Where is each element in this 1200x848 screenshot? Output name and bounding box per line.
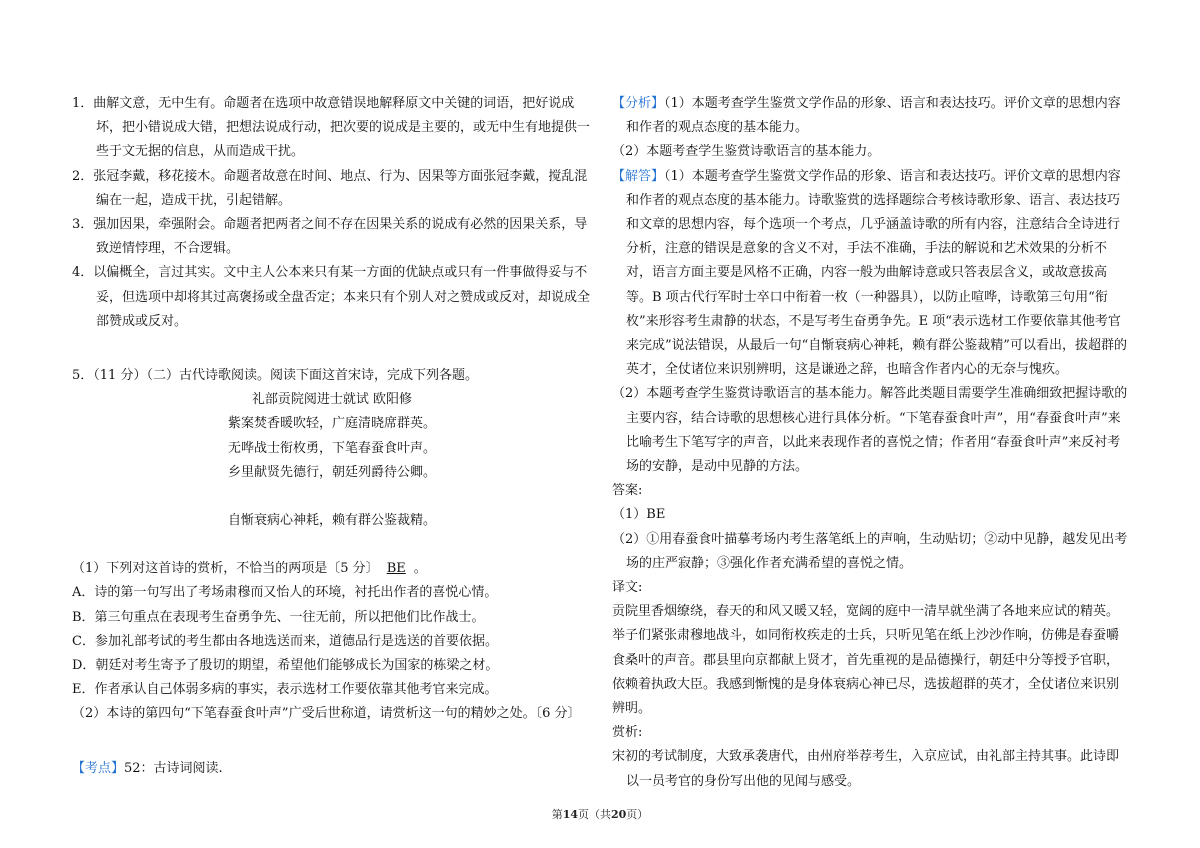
poem-line: 无哗战士衔枚勇，下笔春蚕食叶声。 xyxy=(227,440,436,456)
poem-line: 乡里献贤先德行，朝廷列爵待公卿。 xyxy=(227,464,436,480)
poem-title: 礼部贡院阅进士就试 欧阳修 xyxy=(251,392,413,408)
tip-1: 1．曲解文意，无中生有。命题者在选项中故意错误地解释原文中关键的词语，把好说成坏，把小错说成大错，把想法说成行动，把次要的说成是主要的，或无中生有地提供一些于文无据的信息，从而造成干扰。 xyxy=(72,96,591,160)
tip-2: 2．张冠李戴，移花接木。命题者故意在时间、地点、行为、因果等方面张冠李戴，搅乱混编在一起，造成干扰，引起错解。 xyxy=(72,168,588,208)
question-1-answer: BE xyxy=(386,561,406,577)
jieda-1-text: （1）本题考查学生鉴赏文学作品的形象、语言和表达技巧。评价文章的思想内容和作者的观点态度的基本能力。诗歌鉴赏的选择题综合考核诗歌形象、语言、表达技巧和文章的思想内容，每个选项一个考点，几乎涵盖诗歌的所有内容，注意结合全诗进行分析，注意的错误是意象的含义不对，手法不准确，手法的解说和艺术效果的分析不对，语言方面主要是风格不正确，内容一般为曲解诗意或只答表层含义，或故意拔高等。B 项古代行军时士卒口中衔着一枚（一种器具），以防止喧哗，诗歌第三句用“衔枚”来形容考生肃静的状态，不是写考生奋勇争先。E 项“表示选材工作要依靠其他考官来完成”说法错误，从最后一句“自惭衰病心神耗，赖有群公鉴裁精”可以看出，拔超群的英才，全仗诸位来识别辨明，这是谦逊之辞，也暗含作者内心的无奈与愧疚。 xyxy=(626,168,1127,378)
kaodian-text: 52：古诗词阅读. xyxy=(124,760,223,776)
translation-text: 贡院里香烟缭绕，春天的和风又暖又轻，宽阔的庭中一清早就坐满了各地来应试的精英。举子们紧张肃穆地战斗，如同衔枚疾走的士兵，只听见笔在纸上沙沙作响，仿佛是春蚕嚼食桑叶的声音。郡县里向京都献上贤才，首先重视的是品德操行，朝廷中分等授予官职，依赖着执政大臣。我感到惭愧的是身体衰病心神已尽，选拔超群的英才，全仗诸位来识别辨明。 xyxy=(612,604,1120,717)
jieda-tag: 【解答】 xyxy=(612,168,665,184)
option-e: E．作者承认自己体弱多病的事实，表示选材工作要依靠其他考官来完成。 xyxy=(72,682,498,698)
question-1 xyxy=(72,557,592,581)
page-number: 14 xyxy=(562,808,578,821)
footer-pre: 第 xyxy=(551,808,563,821)
answer-1: （1）BE xyxy=(612,507,666,523)
tip-3: 3．强加因果，牵强附会。命题者把两者之间不存在因果关系的说成有必然的因果关系，导致逆情悖理，不合逻辑。 xyxy=(72,217,588,257)
option-d: D．朝廷对考生寄予了殷切的期望，希望他们能够成长为国家的栋梁之材。 xyxy=(72,658,499,674)
footer-mid: 页（共 xyxy=(578,808,611,821)
option-c: C．参加礼部考试的考生都由各地选送而来，道德品行是选送的首要依据。 xyxy=(72,633,498,649)
jieda-2: （2）本题考查学生鉴赏诗歌语言的基本能力。解答此类题目需要学生准确细致把握诗歌的主要内容，结合诗歌的思想核心进行具体分析。“下笔春蚕食叶声”，用“春蚕食叶声”来比喻考生下笔写字的声音，以此来表现作者的喜悦之情；作者用“春蚕食叶声”来反衬考场的安静，是动中见静的方法。 xyxy=(612,386,1128,475)
appreciation-label: 赏析: xyxy=(612,725,643,741)
poem-line: 自惭衰病心神耗，赖有群公鉴裁精。 xyxy=(227,513,436,529)
question-1-text: （1）下列对这首诗的赏析，不恰当的两项是〔5 分〕 xyxy=(72,561,379,577)
fenxi-tag: 【分析】 xyxy=(612,96,665,111)
kaodian xyxy=(72,757,592,781)
fenxi-1-text: （1）本题考查学生鉴赏文学作品的形象、语言和表达技巧。评价文章的思想内容和作者的观点态度的基本能力。 xyxy=(626,96,1121,136)
page-footer xyxy=(0,806,1200,822)
question-1-suffix: 。 xyxy=(413,561,427,577)
fenxi-1 xyxy=(612,92,1128,140)
kaodian-tag: 【考点】 xyxy=(72,760,125,776)
page-total: 20 xyxy=(611,808,627,821)
left-column xyxy=(72,92,592,781)
appreciation-text: 宋初的考试制度，大致承袭唐代，由州府举荐考生，入京应试，由礼部主持其事。此诗即以一员考官的身份写出他的见闻与感受。 xyxy=(612,749,1120,789)
jieda-1 xyxy=(612,165,1128,383)
translation-label: 译文: xyxy=(612,580,643,596)
footer-post: 页） xyxy=(626,808,649,821)
question-2: （2）本诗的第四句“下笔春蚕食叶声”广受后世称道，请赏析这一句的精妙之处。〔6 分〕 xyxy=(72,706,581,722)
fenxi-2: （2）本题考查学生鉴赏诗歌语言的基本能力。 xyxy=(612,144,881,160)
poem-line: 紫案焚香暖吹轻，广庭清晓席群英。 xyxy=(227,416,436,432)
question-5-intro: 5．（11 分）（二）古代诗歌阅读。阅读下面这首宋诗，完成下列各题。 xyxy=(72,368,478,384)
option-b: B．第三句重点在表现考生奋勇争先、一往无前，所以把他们比作战士。 xyxy=(72,609,485,625)
option-a: A．诗的第一句写出了考场肃穆而又怡人的环境，衬托出作者的喜悦心情。 xyxy=(72,585,498,601)
answer-2: （2）①用春蚕食叶描摹考场内考生落笔纸上的声响，生动贴切；②动中见静，越发见出考场的庄严寂静；③强化作者充满希望的喜悦之情。 xyxy=(612,531,1128,571)
answer-label: 答案: xyxy=(612,483,643,499)
right-column xyxy=(612,92,1128,794)
tip-4: 4．以偏概全，言过其实。文中主人公本来只有某一方面的优缺点或只有一件事做得妥与不妥，但选项中却将其过高褒扬或全盘否定；本来只有个别人对之赞成或反对，却说成全部赞成或反对。 xyxy=(72,265,591,329)
